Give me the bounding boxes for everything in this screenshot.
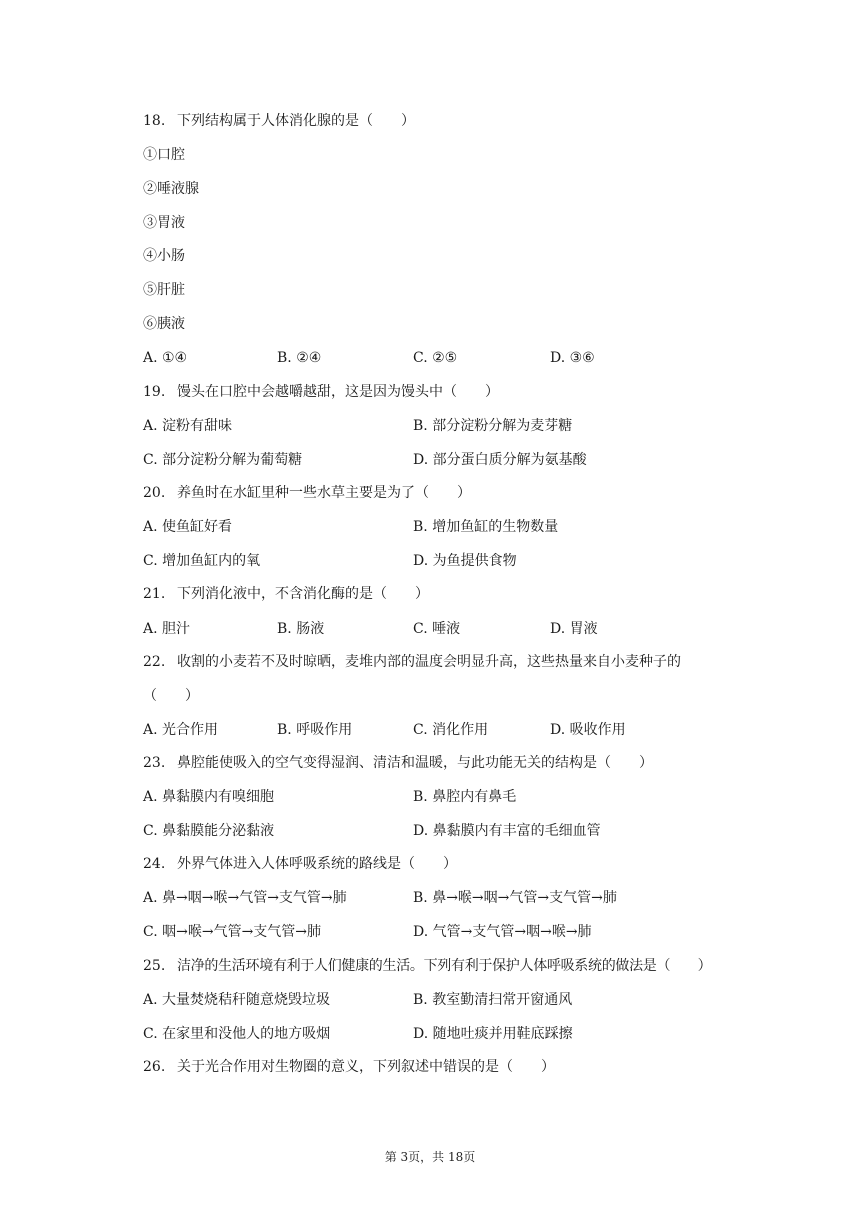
option-a: A. ①④ (143, 350, 188, 366)
question-stem-continued: （ ） (143, 688, 199, 704)
question-23 (143, 753, 653, 773)
option-b: B. 鼻腔内有鼻毛 (413, 789, 517, 805)
question-number: 23. (143, 755, 166, 771)
list-item: ⑥胰液 (143, 316, 185, 332)
option-a: A. 使鱼缸好看 (143, 519, 233, 535)
question-stem: 关于光合作用对生物圈的意义，下列叙述中错误的是（ ） (177, 1059, 555, 1075)
option-c: C. 在家里和没他人的地方吸烟 (143, 1026, 331, 1042)
option-c: C. 咽→喉→气管→支气管→肺 (143, 924, 322, 940)
option-a: A. 鼻→咽→喉→气管→支气管→肺 (143, 890, 347, 906)
question-25 (143, 956, 711, 976)
question-stem: 下列结构属于人体消化腺的是（ ） (177, 113, 415, 129)
option-c: C. 唾液 (413, 621, 461, 637)
option-d: D. 随地吐痰并用鞋底踩擦 (413, 1026, 573, 1042)
option-b: B. 增加鱼缸的生物数量 (413, 519, 559, 535)
option-b: B. 肠液 (277, 621, 325, 637)
question-number: 26. (143, 1059, 166, 1075)
question-stem: 外界气体进入人体呼吸系统的路线是（ ） (177, 856, 457, 872)
option-a: A. 光合作用 (143, 722, 219, 738)
question-stem: 鼻腔能使吸入的空气变得湿润、清洁和温暖，与此功能无关的结构是（ ） (177, 755, 653, 771)
list-item: ①口腔 (143, 147, 185, 163)
option-c: C. 消化作用 (413, 722, 489, 738)
question-stem: 馒头在口腔中会越嚼越甜，这是因为馒头中（ ） (177, 384, 499, 400)
question-stem: 洁净的生活环境有利于人们健康的生活。下列有利于保护人体呼吸系统的做法是（ ） (177, 958, 712, 974)
option-d: D. 气管→支气管→咽→喉→肺 (413, 924, 592, 940)
question-number: 22. (143, 654, 166, 670)
page-footer: 第 3页，共 18页 (384, 1150, 476, 1164)
question-number: 25. (143, 958, 166, 974)
question-22 (143, 652, 681, 672)
option-c: C. ②⑤ (413, 350, 458, 366)
list-item: ④小肠 (143, 248, 185, 264)
question-26 (143, 1057, 555, 1077)
question-number: 19. (143, 384, 166, 400)
option-b: B. 部分淀粉分解为麦芽糖 (413, 418, 573, 434)
question-number: 24. (143, 856, 166, 872)
question-24 (143, 854, 457, 874)
option-d: D. ③⑥ (550, 350, 595, 366)
question-stem: 养鱼时在水缸里种一些水草主要是为了（ ） (177, 485, 471, 501)
option-c: C. 鼻黏膜能分泌黏液 (143, 823, 275, 839)
option-b: B. 鼻→喉→咽→气管→支气管→肺 (413, 890, 617, 906)
question-number: 20. (143, 485, 166, 501)
option-a: A. 大量焚烧秸秆随意烧毁垃圾 (143, 992, 331, 1008)
option-a: A. 鼻黏膜内有嗅细胞 (143, 789, 275, 805)
list-item: ③胃液 (143, 215, 185, 231)
option-a: A. 淀粉有甜味 (143, 418, 233, 434)
question-20 (143, 483, 471, 503)
option-b: B. 教室勤清扫常开窗通风 (413, 992, 573, 1008)
option-b: B. 呼吸作用 (277, 722, 353, 738)
option-d: D. 为鱼提供食物 (413, 553, 517, 569)
option-d: D. 鼻黏膜内有丰富的毛细血管 (413, 823, 601, 839)
question-stem: 下列消化液中，不含消化酶的是（ ） (177, 586, 429, 602)
question-number: 18. (143, 113, 166, 129)
option-c: C. 增加鱼缸内的氧 (143, 553, 261, 569)
question-21 (143, 584, 429, 604)
question-18 (143, 111, 415, 131)
question-number: 21. (143, 586, 166, 602)
question-19 (143, 382, 499, 402)
option-b: B. ②④ (277, 350, 322, 366)
option-d: D. 胃液 (550, 621, 598, 637)
question-stem: 收割的小麦若不及时晾晒，麦堆内部的温度会明显升高，这些热量来自小麦种子的 (177, 654, 681, 670)
list-item: ⑤肝脏 (143, 282, 185, 298)
option-c: C. 部分淀粉分解为葡萄糖 (143, 452, 303, 468)
list-item: ②唾液腺 (143, 181, 199, 197)
option-a: A. 胆汁 (143, 621, 191, 637)
option-d: D. 吸收作用 (550, 722, 626, 738)
option-d: D. 部分蛋白质分解为氨基酸 (413, 452, 587, 468)
